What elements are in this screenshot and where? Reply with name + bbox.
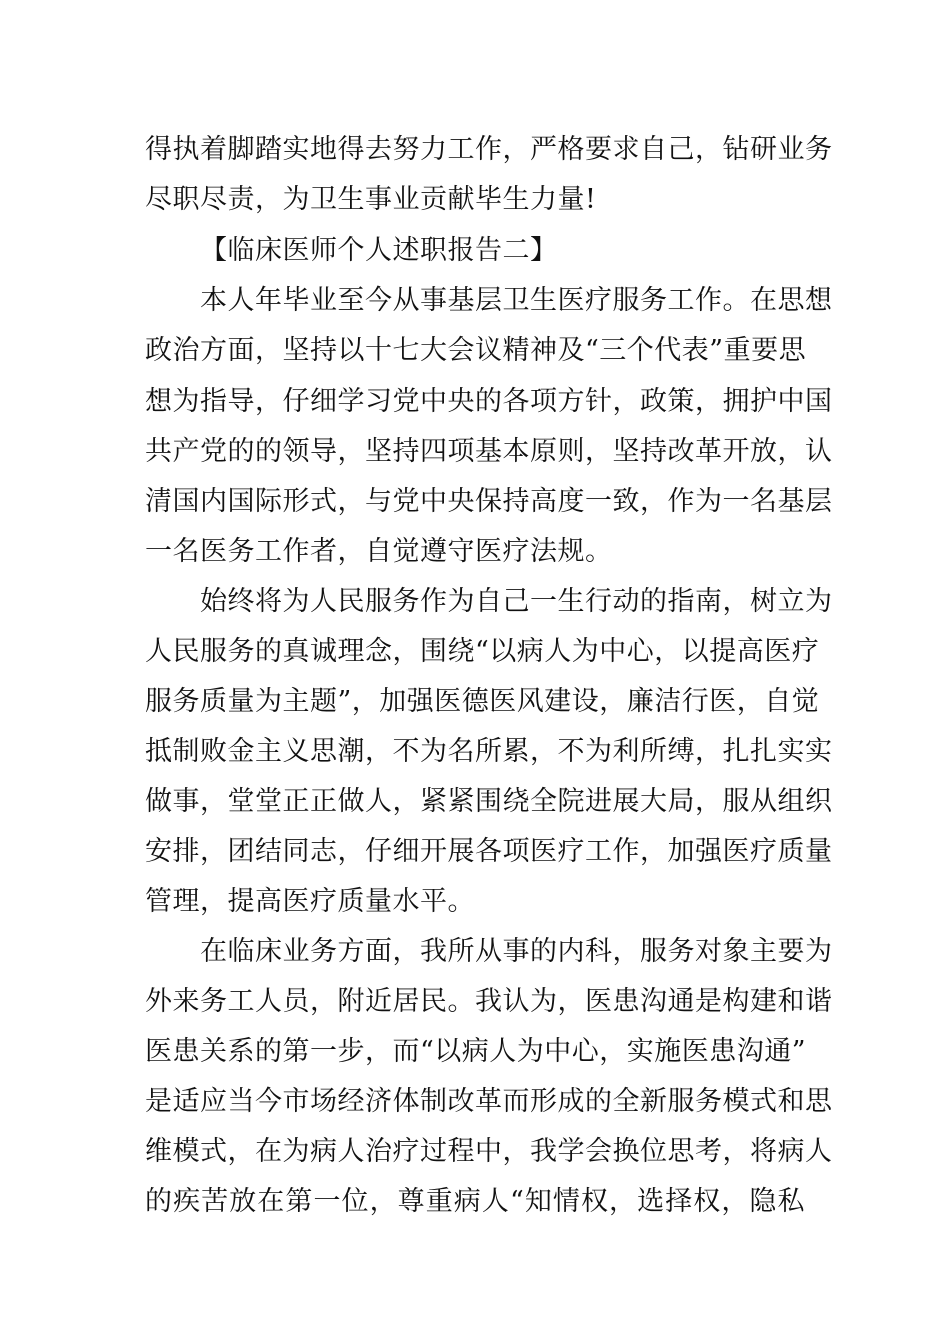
text-line: 在临床业务方面，我所从事的内科，服务对象主要为 [200, 936, 833, 967]
text-line: 外来务工人员，附近居民。我认为，医患沟通是构建和谐 [145, 986, 833, 1017]
text-line: 政治方面，坚持以十七大会议精神及“三个代表”重要思 [145, 335, 807, 366]
text-line: 管理，提高医疗质量水平。 [145, 886, 475, 917]
text-line: 人民服务的真诚理念，围绕“以病人为中心，以提高医疗 [145, 636, 820, 667]
text-line: 清国内国际形式，与党中央保持高度一致，作为一名基层 [145, 486, 833, 517]
text-line: 的疾苦放在第一位，尊重病人“知情权，选择权，隐私 [145, 1186, 805, 1217]
text-line: 维模式，在为病人治疗过程中，我学会换位思考，将病人 [145, 1136, 833, 1167]
text-line: 共产党的的领导，坚持四项基本原则，坚持改革开放，认 [145, 436, 833, 467]
text-line: 安排，团结同志，仔细开展各项医疗工作，加强医疗质量 [145, 836, 833, 867]
section-heading: 【临床医师个人述职报告二】 [200, 235, 558, 266]
text-line: 始终将为人民服务作为自己一生行动的指南，树立为 [200, 586, 833, 617]
text-line: 想为指导，仔细学习党中央的各项方针，政策，拥护中国 [145, 386, 833, 417]
text-line: 得执着脚踏实地得去努力工作，严格要求自己，钻研业务 [145, 134, 833, 165]
text-line: 服务质量为主题”，加强医德医风建设，廉洁行医，自觉 [145, 686, 820, 717]
text-line: 本人年毕业至今从事基层卫生医疗服务工作。在思想 [200, 285, 833, 316]
text-line: 尽职尽责，为卫生事业贡献毕生力量! [145, 184, 597, 215]
text-line: 做事，堂堂正正做人，紧紧围绕全院进展大局，服从组织 [145, 786, 833, 817]
text-line: 是适应当今市场经济体制改革而形成的全新服务模式和思 [145, 1086, 833, 1117]
text-line: 医患关系的第一步，而“以病人为中心，实施医患沟通” [145, 1036, 807, 1067]
text-line: 一名医务工作者，自觉遵守医疗法规。 [145, 536, 613, 567]
text-line: 抵制败金主义思潮，不为名所累，不为利所缚，扎扎实实 [145, 736, 833, 767]
